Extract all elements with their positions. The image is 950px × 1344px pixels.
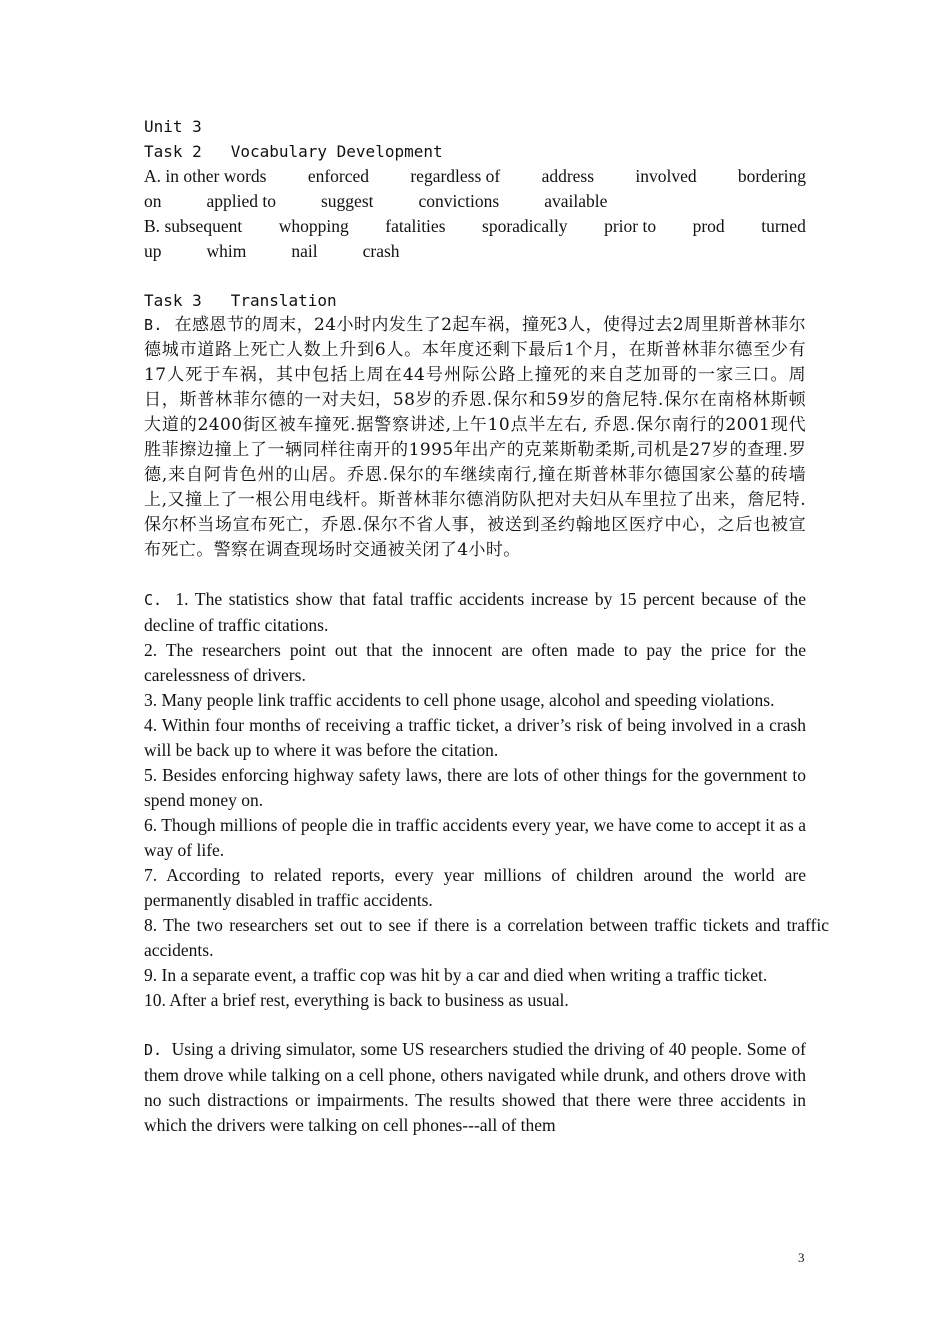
section-d-label: D. [144, 1041, 163, 1059]
list-item: 6. Though millions of people die in traffic accidents every year, we have come to accept it as a way of life. [144, 815, 806, 860]
vocab-word: prior to [604, 216, 657, 236]
vocab-word: available [544, 191, 608, 211]
vocab-a-row2 [144, 189, 806, 214]
vocab-a-label-word: A. in other words [144, 166, 267, 186]
vocab-b-label-word: B. subsequent [144, 216, 243, 236]
translation-b-paragraph [144, 313, 806, 563]
section-c-label: C. [144, 591, 163, 609]
translation-d-paragraph [144, 1037, 806, 1138]
list-item: 5. Besides enforcing highway safety laws, there are lots of other things for the government to spend money on. [144, 765, 806, 810]
vocab-a-row1 [144, 164, 806, 189]
vocab-b-row1 [144, 214, 806, 239]
vocab-b-row2 [144, 239, 806, 264]
vocab-word: bordering [737, 166, 806, 186]
vocab-word: suggest [321, 191, 374, 211]
vocab-word: address [541, 166, 595, 186]
list-item: 2. The researchers point out that the innocent are often made to pay the price for the carelessness of drivers. [144, 640, 806, 685]
vocab-word: whim [206, 241, 247, 261]
list-item: 7. According to related reports, every year millions of children around the world are permanently disabled in traffic accidents. [144, 865, 806, 910]
vocab-word: involved [635, 166, 697, 186]
section-b-label: B. [144, 316, 163, 334]
list-item: 10. After a brief rest, everything is back to business as usual. [144, 990, 569, 1010]
vocab-word: fatalities [385, 216, 446, 236]
vocab-word: convictions [418, 191, 500, 211]
vocab-word: up [144, 241, 162, 261]
vocab-word: enforced [307, 166, 370, 186]
vocab-word: on [144, 191, 162, 211]
vocab-word: whopping [278, 216, 349, 236]
vocab-word: prod [692, 216, 725, 236]
vocab-word: crash [362, 241, 400, 261]
vocab-word: applied to [206, 191, 276, 211]
document-page [144, 114, 829, 1138]
vocab-word: sporadically [482, 216, 568, 236]
translation-b-text: 在感恩节的周末，24小时内发生了2起车祸，撞死3人，使得过去2周里斯普林菲尔德城市道路上死亡人数上升到6人。本年度还剩下最后1个月，在斯普林菲尔德至少有17人死于车祸，其中包括上周在44号州际公路上撞死的来自芝加哥的一家三口。周日，斯普林菲尔德的一对夫妇，58岁的乔恩.保尔和59岁的詹尼特.保尔在南格林斯顿大道的2400街区被车撞死.据警察讲述,上午10点半左右, 乔恩.保尔南行的2001现代胜菲擦边撞上了一辆同样往南开的1995年出产的克莱斯勒柔斯,司机是27岁的查理.罗德,来自阿肯色州的山居。乔恩.保尔的车继续南行,撞在斯普林菲尔德国家公墓的砖墙上,又撞上了一根公用电线杆。斯普林菲尔德消防队把对夫妇从车里拉了出来，詹尼特.保尔杯当场宣布死亡，乔恩.保尔不省人事，被送到圣约翰地区医疗中心，之后也被宣布死亡。警察在调查现场时交通被关闭了4小时。 [144, 315, 807, 560]
list-item: 9. In a separate event, a traffic cop was hit by a car and died when writing a traffic ticket. [144, 965, 768, 985]
list-item: 4. Within four months of receiving a traffic ticket, a driver’s risk of being involved in a crash will be back up to where it was before the citation. [144, 715, 806, 760]
vocab-word: regardless of [410, 166, 501, 186]
unit-heading: Unit 3 [144, 117, 202, 136]
task2-heading: Task 2 Vocabulary Development [144, 142, 443, 161]
translation-d-text: Using a driving simulator, some US researchers studied the driving of 40 people. Some of them drove while talking on a cell phone, others navigated while drunk, and others drove with no such distractions or impairments. The results showed that there were three accidents in which the drivers were talking on cell phones---all of them [144, 1039, 806, 1135]
translation-c-list [144, 587, 829, 1013]
vocab-word: nail [291, 241, 318, 261]
list-item: C. 1. The statistics show that fatal traffic accidents increase by 15 percent because of the decline of traffic citations. [144, 589, 807, 635]
list-item: 8. The two researchers set out to see if there is a correlation between traffic tickets and traffic accidents. [144, 915, 829, 960]
list-item: 3. Many people link traffic accidents to cell phone usage, alcohol and speeding violations. [144, 690, 775, 710]
task3-heading: Task 3 Translation [144, 291, 337, 310]
vocab-word: turned [761, 216, 806, 236]
page-number: 3 [798, 1250, 805, 1265]
